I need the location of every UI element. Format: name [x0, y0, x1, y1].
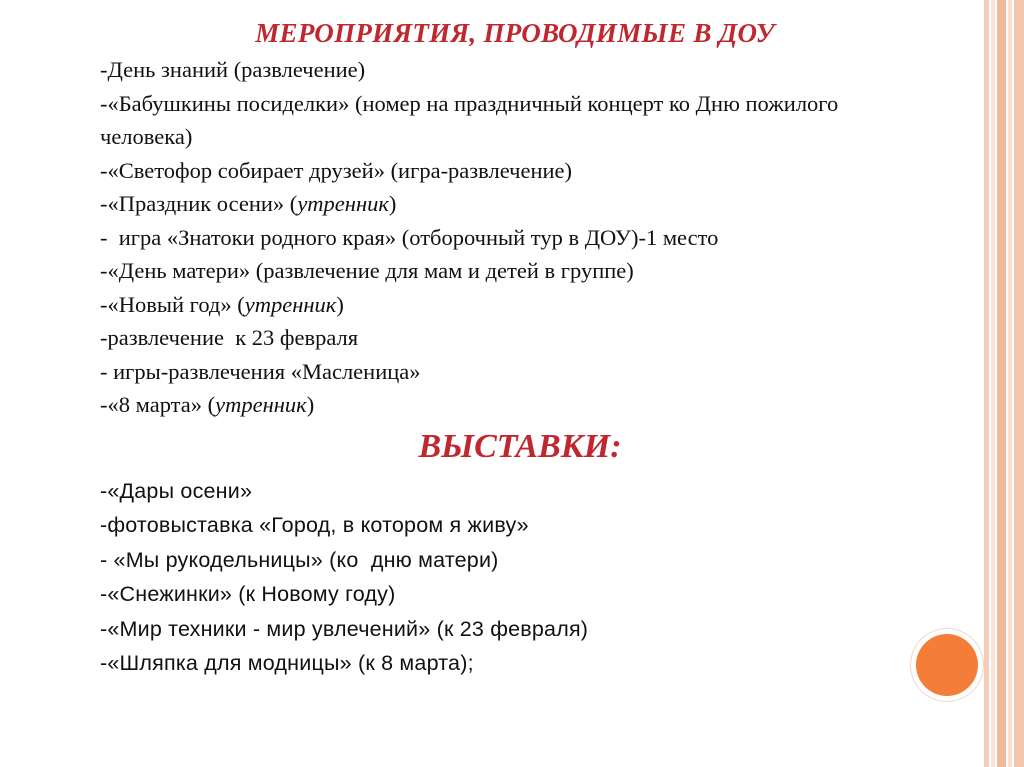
- exhibition-item: -«Мир техники - мир увлечений» (к 23 февраля): [100, 616, 589, 641]
- event-item: -развлечение к 23 февраля: [100, 325, 359, 350]
- event-item: - игры-развлечения «Масленица»: [100, 358, 421, 384]
- decorative-stripes: [984, 0, 1024, 767]
- exhibition-item: -«Шляпка для модницы» (к 8 марта);: [100, 651, 474, 675]
- event-item: -«Светофор собирает друзей» (игра-развлечение): [100, 157, 573, 183]
- exhibitions-heading: ВЫСТАВКИ:: [418, 427, 622, 465]
- event-item: -«День матери» (развлечение для мам и детей в группе): [100, 258, 634, 283]
- exhibition-item: -«Дары осени»: [100, 478, 253, 503]
- exhibition-item: -«Снежинки» (к Новому году): [100, 582, 396, 606]
- decorative-circle: [916, 634, 978, 696]
- exhibition-item: -фотовыставка «Город, в котором я живу»: [100, 513, 529, 537]
- exhibitions-list: [100, 474, 910, 681]
- slide-title: МЕРОПРИЯТИЯ, ПРОВОДИМЫЕ В ДОУ: [255, 18, 775, 48]
- events-list: [100, 53, 910, 422]
- event-item: -«8 марта» (утренник): [100, 392, 315, 417]
- event-item: -«Бабушкины посиделки» (номер на праздничный концерт ко Дню пожилого человека): [100, 90, 839, 149]
- slide-content: [100, 18, 910, 681]
- exhibition-item: - «Мы рукодельницы» (ко дню матери): [100, 547, 499, 572]
- event-item: -День знаний (развлечение): [100, 57, 366, 82]
- event-item: -«Новый год» (утренник): [100, 291, 344, 317]
- event-item: -«Праздник осени» (утренник): [100, 191, 397, 216]
- event-item: - игра «Знатоки родного края» (отборочный тур в ДОУ)-1 место: [100, 224, 719, 250]
